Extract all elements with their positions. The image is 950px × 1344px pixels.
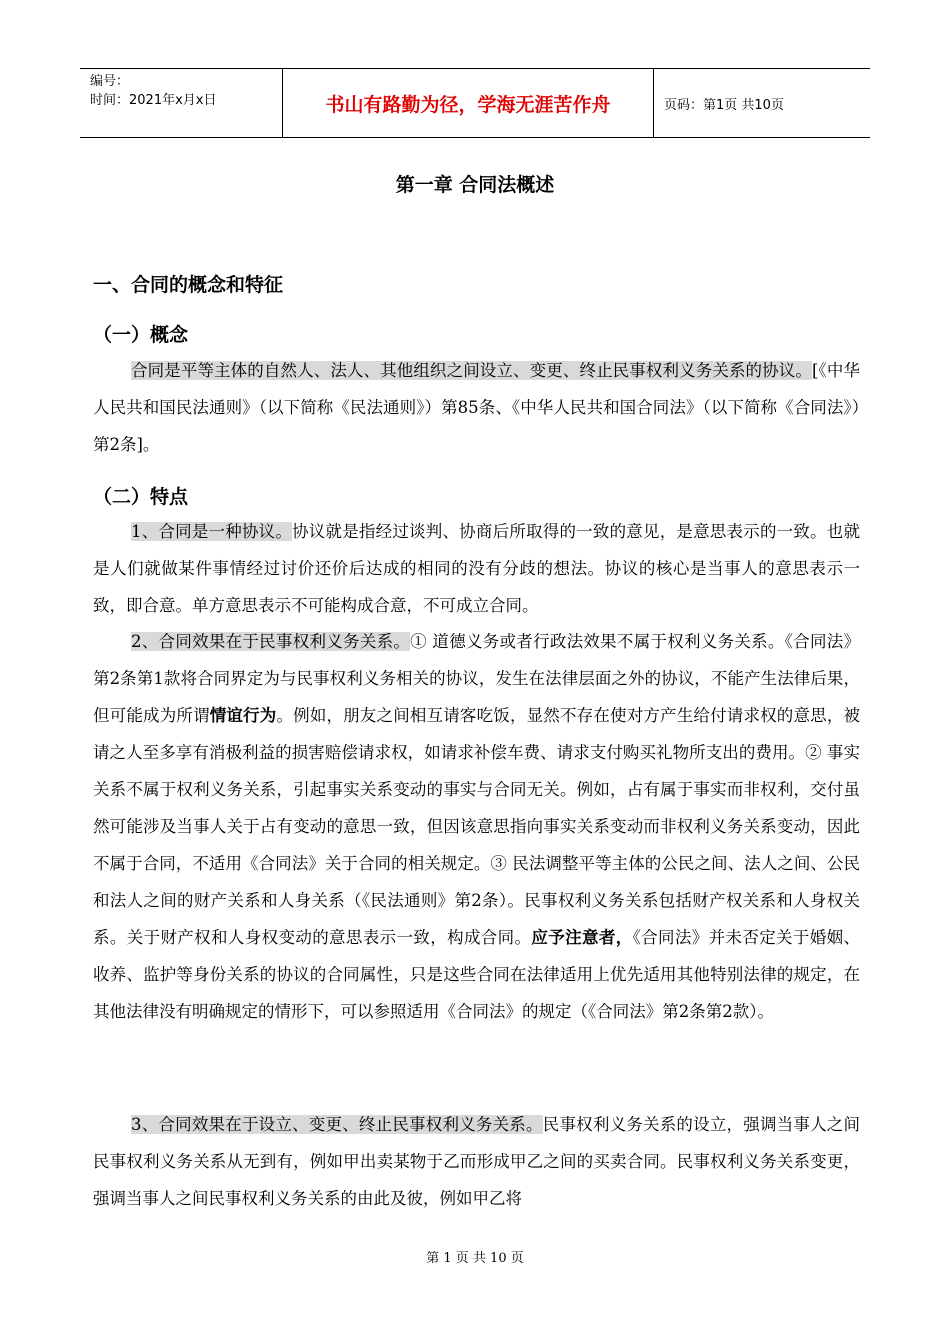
feature-2-text-b: 。例如，朋友之间相互请客吃饭，显然不存在使对方产生给付请求权的意思，被请之人至多享有消极利益的损害赔偿请求权，如请求补偿车费、请求支付购买礼物所支出的费用。② 事实关系不属于权利义务关系，引起事实关系变动的事实与合同无关。例如，占有属于事实而非权利，交付虽然可能涉及当事人关于占有变动的意思一致，但因该意思指向事实关系变动而非权利义务关系变动，因此不属于合同，不适用《合同法》关于合同的相关规定。③ 民法调整平等主体的公民之间、法人之间、公民和法人之间的财产关系和人身关系（《民法通则》第2条）。民事权利义务关系包括财产权关系和人身权关系。关于财产权和人身权变动的意思表示一致，构成合同。 <box>93 706 861 947</box>
header-meta <box>80 69 282 137</box>
chapter-title: 第一章 合同法概述 <box>395 174 555 196</box>
header-page-info: 页码：第1页 共10页 <box>664 97 784 113</box>
feature-2-bold-b: 应予注意者， <box>531 928 633 947</box>
page-footer: 第 1 页 共 10 页 <box>426 1251 524 1266</box>
concept-paragraph <box>93 352 860 463</box>
section-heading: 一、合同的概念和特征 <box>93 274 284 296</box>
feature-1-paragraph <box>93 513 860 624</box>
concept-highlight: 合同是平等主体的自然人、法人、其他组织之间设立、变更、终止民事权利义务关系的协议。 <box>131 361 812 380</box>
feature-2-bold-a: 情谊行为 <box>209 706 277 725</box>
feature-2-text-a: ① 道德义务或者行政法效果不属于权利义务关系。《合同法》第2条第1款将合同界定为与民事权利义务相关的协议，发生在法律层面之外的协议，不能产生法律后果，但可能成为所谓 <box>93 632 860 725</box>
sub-heading-features: （二）特点 <box>93 486 189 508</box>
feature-2-paragraph <box>93 623 860 1030</box>
concept-text: [《中华人民共和国民法通则》（以下简称《民法通则》）第85条、《中华人民共和国合同法》（以下简称《合同法》）第2条]。 <box>93 361 860 454</box>
number-label: 编号： <box>90 74 130 89</box>
feature-2-highlight: 2、合同效果在于民事权利义务关系。 <box>131 632 411 651</box>
feature-2-text-c: 《合同法》并未否定关于婚姻、收养、监护等身份关系的协议的合同属性，只是这些合同在法律适用上优先适用其他特别法律的规定，在其他法律没有明确规定的情形下，可以参照适用《合同法》的规定（《合同法》第2条第2款）。 <box>93 928 861 1021</box>
feature-1-highlight: 1、合同是一种协议。 <box>131 522 293 541</box>
feature-3-text: 民事权利义务关系的设立，强调当事人之间民事权利义务关系从无到有，例如甲出卖某物于乙而形成甲乙之间的买卖合同。民事权利义务关系变更，强调当事人之间民事权利义务关系的由此及彼，例如甲乙将 <box>93 1115 861 1208</box>
header-table <box>80 68 870 138</box>
feature-3-paragraph <box>93 1106 860 1217</box>
header-motto: 书山有路勤为径，学海无涯苦作舟 <box>282 69 654 137</box>
feature-1-text: 协议就是指经过谈判、协商后所取得的一致的意见，是意思表示的一致。也就是人们就做某件事情经过讨价还价后达成的相同的没有分歧的想法。协议的核心是当事人的意思表示一致，即合意。单方意思表示不可能构成合意，不可成立合同。 <box>93 522 861 615</box>
date-label: 时间：2021年x月x日 <box>90 93 217 108</box>
feature-3-highlight: 3、合同效果在于设立、变更、终止民事权利义务关系。 <box>131 1115 543 1134</box>
sub-heading-concept: （一）概念 <box>93 324 189 346</box>
